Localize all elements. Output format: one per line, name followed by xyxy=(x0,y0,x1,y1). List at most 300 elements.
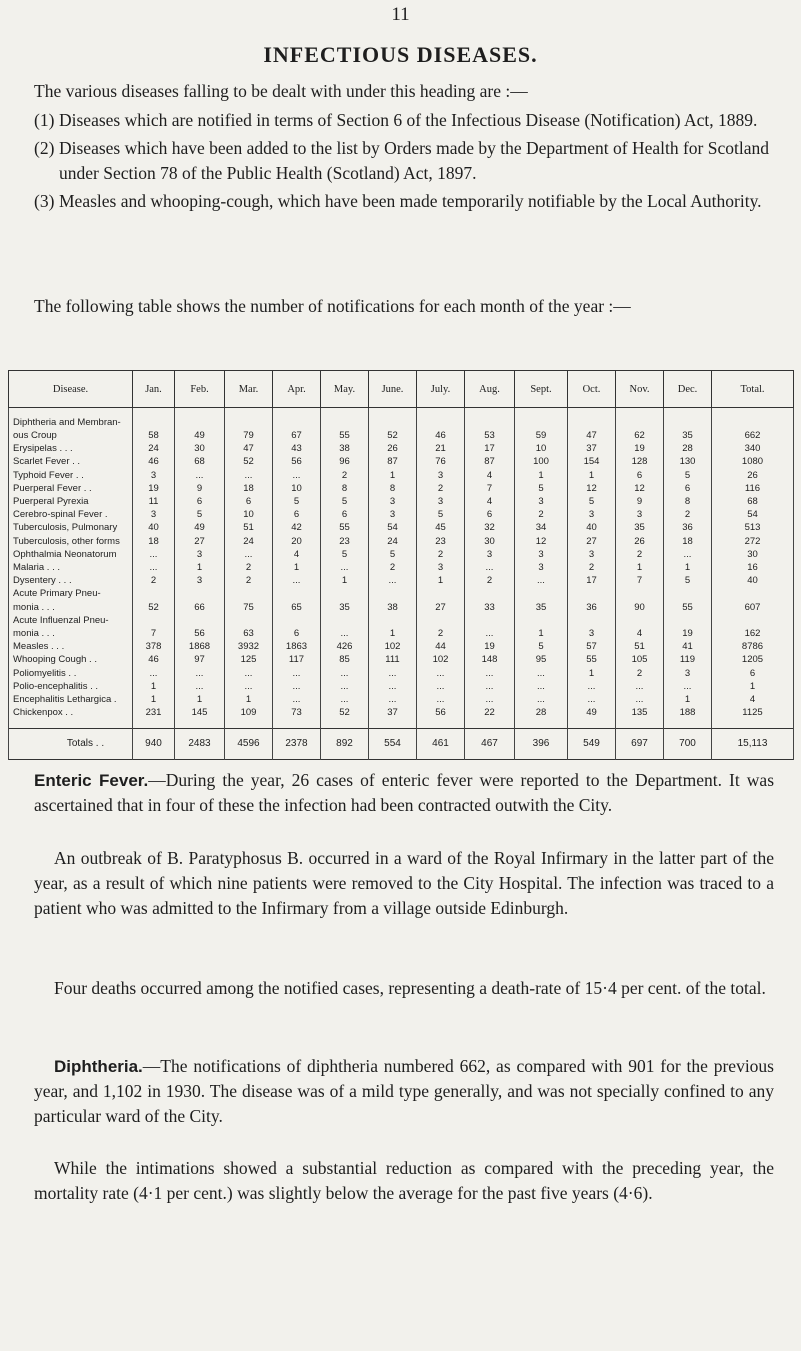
count-cell: 1 xyxy=(417,574,465,587)
count-cell: 3 xyxy=(417,561,465,574)
table-row xyxy=(9,706,794,720)
spacer-cell xyxy=(515,408,568,417)
count-cell xyxy=(321,614,369,627)
count-cell: 52 xyxy=(369,429,417,442)
count-cell: 38 xyxy=(321,442,369,455)
enteric-fever-paragraph xyxy=(34,768,774,818)
disease-cell: Dysentery . . . xyxy=(9,574,133,587)
count-cell: 3 xyxy=(369,508,417,521)
count-cell xyxy=(465,614,515,627)
count-cell: 28 xyxy=(515,706,568,720)
diphtheria-paragraph xyxy=(34,1054,774,1129)
disease-cell: monia . . . xyxy=(9,627,133,640)
count-cell: 18 xyxy=(133,535,175,548)
spacer-cell xyxy=(273,408,321,417)
spacer-cell xyxy=(175,408,225,417)
spacer-cell xyxy=(568,720,616,729)
totals-cell: 2378 xyxy=(273,729,321,760)
count-cell: 12 xyxy=(515,535,568,548)
count-cell: ... xyxy=(273,667,321,680)
count-cell: 76 xyxy=(417,456,465,469)
count-cell: 2 xyxy=(225,561,273,574)
table-row xyxy=(9,442,794,455)
paratyphosus-paragraph: An outbreak of B. Paratyphosus B. occurred in a ward of the Royal Infirmary in the latter part of the year, as a result of which nine patients were removed to the City Hospital. The infection was traced to a patient who was admitted to the Infirmary from a village outside Edinburgh. xyxy=(34,848,774,918)
count-cell: 2 xyxy=(568,561,616,574)
header-month: Nov. xyxy=(616,371,664,408)
count-cell: 1 xyxy=(568,469,616,482)
totals-cell: 549 xyxy=(568,729,616,760)
count-cell: 6 xyxy=(273,627,321,640)
count-cell: 3 xyxy=(616,508,664,521)
count-cell: 20 xyxy=(273,535,321,548)
count-cell xyxy=(417,614,465,627)
count-cell: 1 xyxy=(664,693,712,706)
header-month: Mar. xyxy=(225,371,273,408)
count-cell: 8786 xyxy=(712,640,794,653)
count-cell xyxy=(225,416,273,429)
count-cell: 54 xyxy=(712,508,794,521)
header-month: Dec. xyxy=(664,371,712,408)
count-cell: 9 xyxy=(616,495,664,508)
count-cell xyxy=(225,614,273,627)
count-cell: ... xyxy=(175,469,225,482)
count-cell: ... xyxy=(515,680,568,693)
count-cell: 26 xyxy=(712,469,794,482)
count-cell: 40 xyxy=(568,522,616,535)
count-cell: 2 xyxy=(417,627,465,640)
spacer-cell xyxy=(664,408,712,417)
list-item xyxy=(34,136,774,186)
count-cell: 42 xyxy=(273,522,321,535)
count-cell: 378 xyxy=(133,640,175,653)
spacer-cell xyxy=(664,720,712,729)
count-cell: 58 xyxy=(133,429,175,442)
count-cell xyxy=(568,416,616,429)
header-month: Aug. xyxy=(465,371,515,408)
count-cell: 3 xyxy=(369,495,417,508)
count-cell: 19 xyxy=(133,482,175,495)
count-cell xyxy=(616,416,664,429)
count-cell: 1 xyxy=(369,627,417,640)
count-cell: 1 xyxy=(133,680,175,693)
count-cell: ... xyxy=(568,680,616,693)
spacer-cell xyxy=(133,408,175,417)
spacer-cell xyxy=(712,408,794,417)
totals-cell: 2483 xyxy=(175,729,225,760)
count-cell: 102 xyxy=(369,640,417,653)
count-cell xyxy=(369,588,417,601)
count-cell: 59 xyxy=(515,429,568,442)
count-cell: 12 xyxy=(568,482,616,495)
count-cell xyxy=(133,588,175,601)
table-row xyxy=(9,640,794,653)
spacer-cell xyxy=(133,720,175,729)
count-cell: ... xyxy=(133,667,175,680)
table-row xyxy=(9,522,794,535)
spacer-cell xyxy=(321,408,369,417)
count-cell: 1863 xyxy=(273,640,321,653)
section-heading: INFECTIOUS DISEASES. xyxy=(263,42,538,67)
count-cell xyxy=(515,614,568,627)
list-item-text: Diseases which have been added to the list by Orders made by the Department of Health for Scotland under Section 78 of the Public Health (Scotland) Act, 1897. xyxy=(59,138,769,183)
diphtheria-title: Diphtheria. xyxy=(54,1057,143,1076)
count-cell: ... xyxy=(273,693,321,706)
count-cell: 32 xyxy=(465,522,515,535)
count-cell xyxy=(712,614,794,627)
count-cell: 100 xyxy=(515,456,568,469)
count-cell: 1 xyxy=(175,693,225,706)
count-cell: 1 xyxy=(664,561,712,574)
list-item-marker: (3) xyxy=(34,191,55,211)
count-cell: 6 xyxy=(712,667,794,680)
count-cell: 4 xyxy=(712,693,794,706)
count-cell: ... xyxy=(321,680,369,693)
count-cell: 8 xyxy=(369,482,417,495)
count-cell: 87 xyxy=(369,456,417,469)
count-cell: 135 xyxy=(616,706,664,720)
notifications-table xyxy=(8,370,794,760)
count-cell: 52 xyxy=(133,601,175,614)
count-cell: 47 xyxy=(568,429,616,442)
count-cell: 3 xyxy=(175,548,225,561)
totals-cell: 700 xyxy=(664,729,712,760)
count-cell: 4 xyxy=(465,469,515,482)
enteric-fever-text: —During the year, 26 cases of enteric fever were reported to the Department. It was ascertained that in four of these the infection had been contracted outwith the City. xyxy=(34,770,774,815)
count-cell: 2 xyxy=(616,548,664,561)
count-cell: 1205 xyxy=(712,654,794,667)
count-cell: 7 xyxy=(465,482,515,495)
count-cell xyxy=(369,416,417,429)
count-cell: 17 xyxy=(465,442,515,455)
count-cell: 111 xyxy=(369,654,417,667)
count-cell: 272 xyxy=(712,535,794,548)
count-cell xyxy=(568,588,616,601)
count-cell: 57 xyxy=(568,640,616,653)
header-month: May. xyxy=(321,371,369,408)
count-cell: 68 xyxy=(175,456,225,469)
count-cell: 40 xyxy=(712,574,794,587)
count-cell: 3 xyxy=(515,495,568,508)
count-cell: 96 xyxy=(321,456,369,469)
count-cell: 62 xyxy=(616,429,664,442)
count-cell: 26 xyxy=(616,535,664,548)
table-header-row xyxy=(9,371,794,408)
count-cell: 1 xyxy=(568,667,616,680)
count-cell: 18 xyxy=(664,535,712,548)
count-cell: 67 xyxy=(273,429,321,442)
header-month: Apr. xyxy=(273,371,321,408)
count-cell: 30 xyxy=(712,548,794,561)
count-cell xyxy=(712,416,794,429)
count-cell: 130 xyxy=(664,456,712,469)
count-cell: 513 xyxy=(712,522,794,535)
count-cell xyxy=(616,614,664,627)
count-cell xyxy=(664,588,712,601)
count-cell xyxy=(133,416,175,429)
count-cell xyxy=(175,614,225,627)
count-cell xyxy=(417,588,465,601)
header-month: Feb. xyxy=(175,371,225,408)
count-cell xyxy=(273,614,321,627)
count-cell: ... xyxy=(175,667,225,680)
table-row xyxy=(9,601,794,614)
count-cell: 16 xyxy=(712,561,794,574)
count-cell: 3 xyxy=(568,548,616,561)
header-month: June. xyxy=(369,371,417,408)
count-cell: 1 xyxy=(175,561,225,574)
count-cell: 55 xyxy=(568,654,616,667)
count-cell: ... xyxy=(273,574,321,587)
disease-cell: Acute Primary Pneu- xyxy=(9,588,133,601)
disease-cell: Diphtheria and Membran- xyxy=(9,416,133,429)
count-cell: 23 xyxy=(417,535,465,548)
count-cell: 1 xyxy=(369,469,417,482)
count-cell: 3 xyxy=(133,469,175,482)
table-row xyxy=(9,535,794,548)
count-cell xyxy=(273,416,321,429)
spacer-cell xyxy=(225,408,273,417)
count-cell: 6 xyxy=(175,495,225,508)
disease-cell: Cerebro-spinal Fever . xyxy=(9,508,133,521)
count-cell: ... xyxy=(369,680,417,693)
count-cell: 43 xyxy=(273,442,321,455)
count-cell: 97 xyxy=(175,654,225,667)
count-cell: 24 xyxy=(369,535,417,548)
count-cell: ... xyxy=(664,680,712,693)
count-cell: 5 xyxy=(369,548,417,561)
count-cell: 5 xyxy=(664,574,712,587)
totals-cell: 4596 xyxy=(225,729,273,760)
count-cell: ... xyxy=(417,667,465,680)
spacer-row xyxy=(9,720,794,729)
list-item-marker: (2) xyxy=(34,138,55,158)
count-cell: 51 xyxy=(616,640,664,653)
count-cell: 128 xyxy=(616,456,664,469)
count-cell: 3 xyxy=(417,469,465,482)
count-cell xyxy=(515,588,568,601)
count-cell: ... xyxy=(515,667,568,680)
count-cell: 119 xyxy=(664,654,712,667)
count-cell: 1 xyxy=(515,627,568,640)
spacer-cell xyxy=(465,720,515,729)
disease-cell: Encephalitis Lethargica . xyxy=(9,693,133,706)
table-row xyxy=(9,416,794,429)
count-cell: ... xyxy=(175,680,225,693)
count-cell: 35 xyxy=(616,522,664,535)
count-cell: 426 xyxy=(321,640,369,653)
count-cell: ... xyxy=(369,693,417,706)
disease-cell: ous Croup xyxy=(9,429,133,442)
count-cell: 21 xyxy=(417,442,465,455)
table-row xyxy=(9,469,794,482)
disease-cell: Typhoid Fever . . xyxy=(9,469,133,482)
count-cell: ... xyxy=(465,680,515,693)
header-month: Sept. xyxy=(515,371,568,408)
count-cell: ... xyxy=(465,693,515,706)
diphtheria-mortality-paragraph: While the intimations showed a substantial reduction as compared with the preceding year, the mortality rate (4·1 per cent.) was slightly below the average for the past five years (4·6). xyxy=(34,1158,774,1203)
count-cell: 102 xyxy=(417,654,465,667)
disease-cell: Measles . . . xyxy=(9,640,133,653)
spacer-cell xyxy=(515,720,568,729)
totals-cell: 940 xyxy=(133,729,175,760)
count-cell: 7 xyxy=(133,627,175,640)
spacer-cell xyxy=(417,408,465,417)
disease-cell: Erysipelas . . . xyxy=(9,442,133,455)
count-cell: ... xyxy=(664,548,712,561)
count-cell: 154 xyxy=(568,456,616,469)
count-cell: 35 xyxy=(321,601,369,614)
count-cell: 125 xyxy=(225,654,273,667)
count-cell xyxy=(133,614,175,627)
count-cell: 4 xyxy=(273,548,321,561)
count-cell: 8 xyxy=(321,482,369,495)
totals-row xyxy=(9,729,794,760)
count-cell: 3 xyxy=(568,508,616,521)
count-cell: 1125 xyxy=(712,706,794,720)
count-cell: 37 xyxy=(568,442,616,455)
count-cell: 55 xyxy=(321,522,369,535)
count-cell xyxy=(664,416,712,429)
count-cell: 30 xyxy=(175,442,225,455)
spacer-cell xyxy=(369,720,417,729)
count-cell: ... xyxy=(133,561,175,574)
table-row xyxy=(9,574,794,587)
count-cell: 1 xyxy=(273,561,321,574)
count-cell: ... xyxy=(321,693,369,706)
count-cell: 6 xyxy=(465,508,515,521)
count-cell: 41 xyxy=(664,640,712,653)
count-cell: 7 xyxy=(616,574,664,587)
count-cell: 3 xyxy=(515,548,568,561)
count-cell xyxy=(369,614,417,627)
count-cell: 109 xyxy=(225,706,273,720)
count-cell xyxy=(321,588,369,601)
count-cell xyxy=(616,588,664,601)
count-cell: 2 xyxy=(133,574,175,587)
count-cell xyxy=(465,416,515,429)
intro-paragraph: The various diseases falling to be dealt with under this heading are :— xyxy=(34,81,528,101)
count-cell: ... xyxy=(616,693,664,706)
count-cell: 5 xyxy=(515,640,568,653)
table-row xyxy=(9,508,794,521)
count-cell: ... xyxy=(369,574,417,587)
count-cell: 56 xyxy=(175,627,225,640)
count-cell: 27 xyxy=(417,601,465,614)
count-cell: 105 xyxy=(616,654,664,667)
disease-cell: Scarlet Fever . . xyxy=(9,456,133,469)
count-cell: 35 xyxy=(515,601,568,614)
spacer-cell xyxy=(175,720,225,729)
table-row xyxy=(9,588,794,601)
header-month: July. xyxy=(417,371,465,408)
spacer-cell xyxy=(273,720,321,729)
count-cell: 26 xyxy=(369,442,417,455)
count-cell: 1 xyxy=(133,693,175,706)
disease-categories-list xyxy=(34,108,774,217)
count-cell: 68 xyxy=(712,495,794,508)
table-row xyxy=(9,654,794,667)
count-cell: 1080 xyxy=(712,456,794,469)
count-cell: 24 xyxy=(225,535,273,548)
count-cell: 18 xyxy=(225,482,273,495)
count-cell: 5 xyxy=(273,495,321,508)
count-cell: 3 xyxy=(175,574,225,587)
count-cell: 5 xyxy=(321,548,369,561)
count-cell: ... xyxy=(225,680,273,693)
count-cell xyxy=(515,416,568,429)
count-cell: 12 xyxy=(616,482,664,495)
count-cell: 6 xyxy=(273,508,321,521)
table-intro-paragraph: The following table shows the number of notifications for each month of the year :— xyxy=(34,296,631,316)
count-cell: 10 xyxy=(225,508,273,521)
disease-cell: Polio-encephalitis . . xyxy=(9,680,133,693)
count-cell: 47 xyxy=(225,442,273,455)
enteric-fever-title: Enteric Fever. xyxy=(34,771,149,790)
count-cell: 51 xyxy=(225,522,273,535)
count-cell: 2 xyxy=(321,469,369,482)
count-cell: 75 xyxy=(225,601,273,614)
count-cell: ... xyxy=(515,693,568,706)
count-cell: 19 xyxy=(465,640,515,653)
count-cell: ... xyxy=(465,561,515,574)
count-cell: 6 xyxy=(321,508,369,521)
count-cell: 9 xyxy=(175,482,225,495)
count-cell: 5 xyxy=(568,495,616,508)
count-cell: 1 xyxy=(225,693,273,706)
count-cell: 46 xyxy=(133,654,175,667)
totals-cell: 396 xyxy=(515,729,568,760)
count-cell: 63 xyxy=(225,627,273,640)
count-cell: 6 xyxy=(225,495,273,508)
count-cell: 34 xyxy=(515,522,568,535)
list-item xyxy=(34,108,774,133)
disease-cell: Tuberculosis, other forms xyxy=(9,535,133,548)
count-cell: 5 xyxy=(664,469,712,482)
header-month: Jan. xyxy=(133,371,175,408)
count-cell: 2 xyxy=(616,667,664,680)
table-row xyxy=(9,456,794,469)
count-cell: 27 xyxy=(175,535,225,548)
table-row xyxy=(9,495,794,508)
spacer-cell xyxy=(9,720,133,729)
spacer-cell xyxy=(225,720,273,729)
diphtheria-text: —The notifications of diphtheria numbered 662, as compared with 901 for the previous year, and 1,102 in 1930. The disease was of a mild type generally, and was not specially confined to any particular ward of the City. xyxy=(34,1056,774,1126)
count-cell: 40 xyxy=(133,522,175,535)
count-cell: 90 xyxy=(616,601,664,614)
count-cell: 87 xyxy=(465,456,515,469)
count-cell: ... xyxy=(465,667,515,680)
count-cell: 231 xyxy=(133,706,175,720)
disease-cell: Puerperal Fever . . xyxy=(9,482,133,495)
count-cell: 44 xyxy=(417,640,465,653)
totals-cell: 892 xyxy=(321,729,369,760)
count-cell: ... xyxy=(133,548,175,561)
spacer-cell xyxy=(568,408,616,417)
count-cell xyxy=(273,588,321,601)
count-cell: 1 xyxy=(321,574,369,587)
count-cell: 49 xyxy=(175,522,225,535)
disease-cell: Puerperal Pyrexia xyxy=(9,495,133,508)
totals-cell: 461 xyxy=(417,729,465,760)
count-cell: 35 xyxy=(664,429,712,442)
spacer-row xyxy=(9,408,794,417)
count-cell: 27 xyxy=(568,535,616,548)
count-cell: 2 xyxy=(515,508,568,521)
disease-cell: Ophthalmia Neonatorum xyxy=(9,548,133,561)
count-cell xyxy=(175,588,225,601)
count-cell xyxy=(465,588,515,601)
count-cell: 148 xyxy=(465,654,515,667)
